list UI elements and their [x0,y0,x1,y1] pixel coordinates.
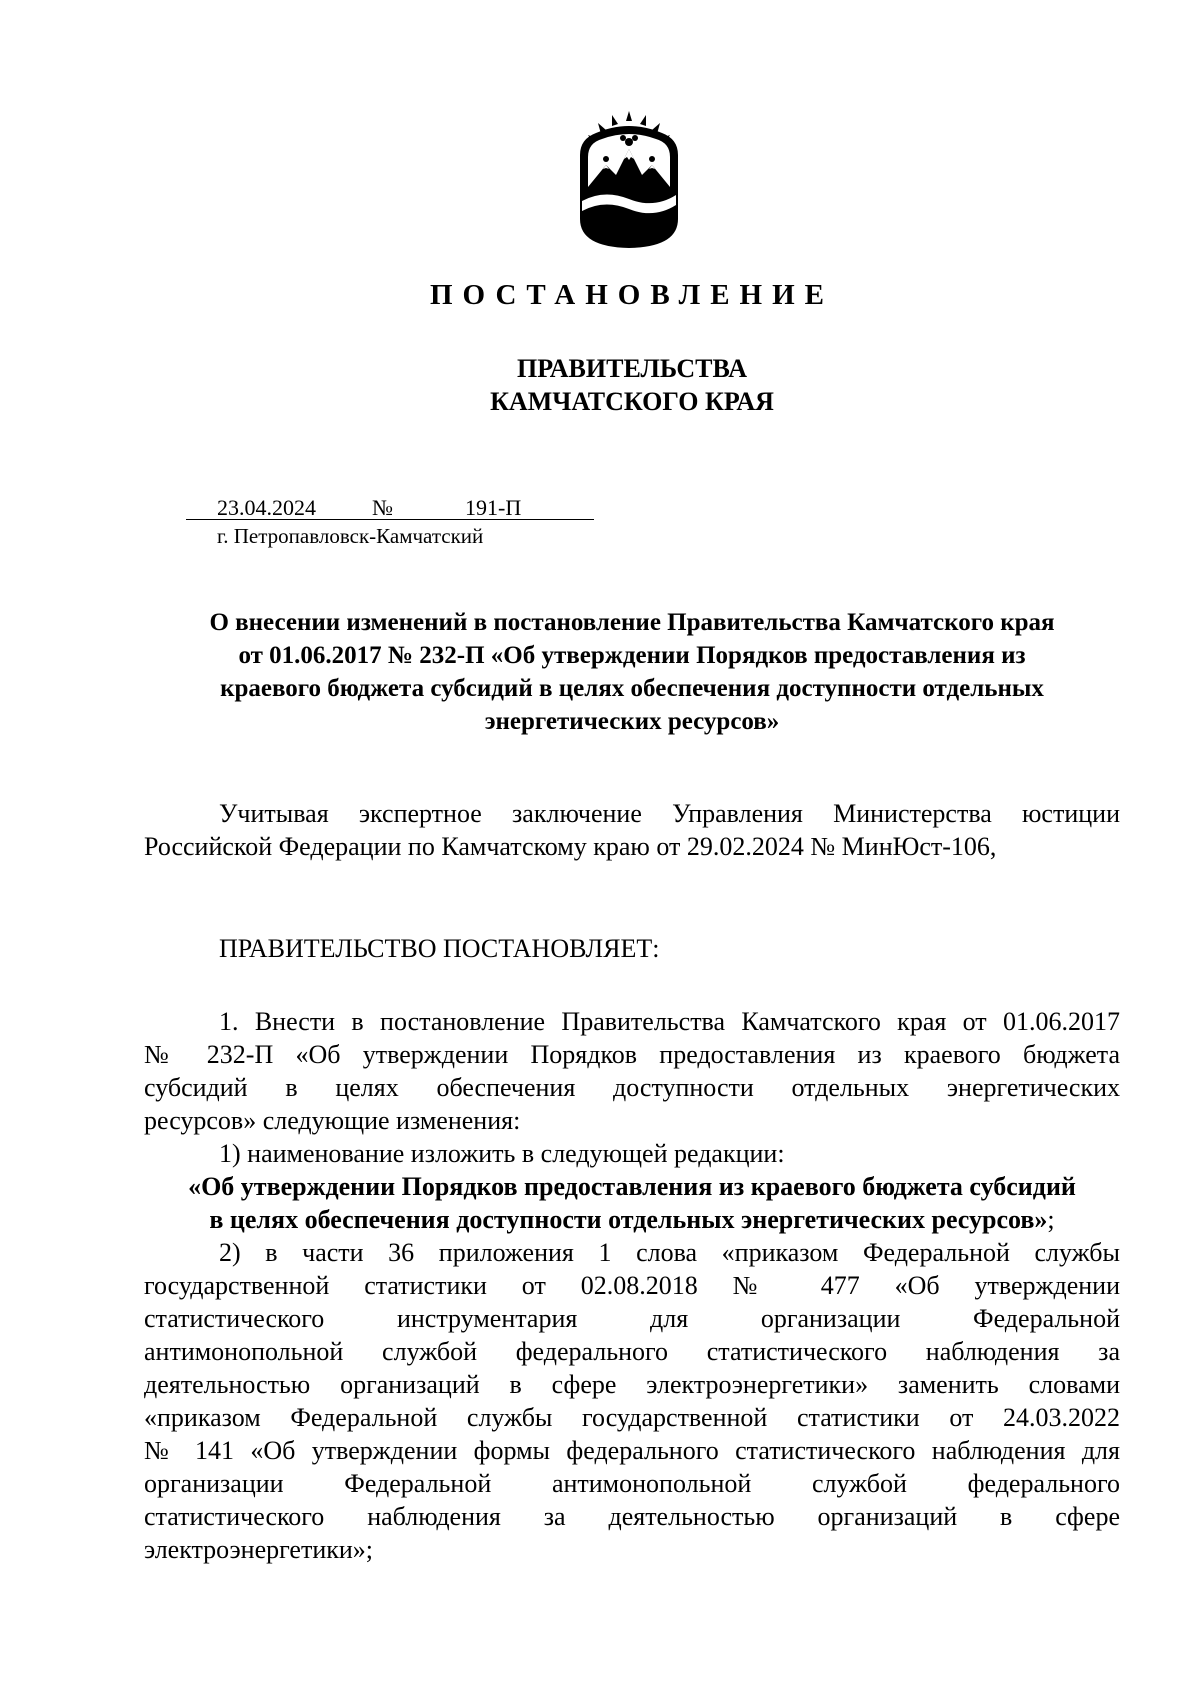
quote-line-text: в целях обеспечения доступности отдельных энергетических ресурсов» [209,1205,1048,1234]
quote-line-2 [144,1203,1120,1236]
preamble [144,797,1120,863]
subitem2-line: организации Федеральной антимонопольной службой федерального [144,1469,1120,1498]
subitem2-line: статистического наблюдения за деятельностью организаций в сфере [144,1502,1120,1531]
subitem1-intro: 1) наименование изложить в следующей редакции: [219,1139,785,1168]
title-line: энергетических ресурсов» [484,708,780,735]
subitem2-line: 2) в части 36 приложения 1 слова «приказом Федеральной службы [219,1238,1120,1267]
authority-line-2: КАМЧАТСКОГО КРАЯ [490,387,774,416]
subitem2-line: деятельностью организаций в сфере электроэнергетики» заменить словами [144,1370,1120,1399]
document-type: ПОСТАНОВЛЕНИЕ [429,279,834,311]
decree-heading: ПРАВИТЕЛЬСТВО ПОСТАНОВЛЯЕТ: [219,934,660,963]
title-line: от 01.06.2017 № 232-П «Об утверждении Порядков предоставления из [238,642,1026,669]
subitem2-line: статистического инструментария для организации Федеральной [144,1304,1120,1333]
issuing-authority [0,352,1200,418]
item1-line: 1. Внести в постановление Правительства Камчатского края от 01.06.2017 [219,1007,1120,1036]
subitem2-line: «приказом Федеральной службы государственной статистики от 24.03.2022 [144,1403,1120,1432]
document-number: 191-П [465,495,522,520]
document-date: 23.04.2024 [217,495,316,520]
subitem2-line: государственной статистики от 02.08.2018 № 477 «Об утверждении [144,1271,1120,1300]
new-name-quote [144,1170,1120,1236]
item1-line: № 232-П «Об утверждении Порядков предоставления из краевого бюджета [144,1040,1120,1069]
authority-line-1: ПРАВИТЕЛЬСТВА [517,354,747,383]
item1-line: ресурсов» следующие изменения: [144,1106,521,1135]
main-text [144,1005,1120,1566]
preamble-line: Учитывая экспертное заключение Управления Министерства юстиции [219,799,1120,828]
subitem2-line: антимонопольной службой федерального статистического наблюдения за [144,1337,1120,1366]
kamchatka-coat-of-arms-icon [574,109,684,249]
title-line: краевого бюджета субсидий в целях обеспечения доступности отдельных [220,675,1044,702]
number-sign: № [372,495,393,520]
document-title [144,606,1120,738]
quote-line: «Об утверждении Порядков предоставления из краевого бюджета субсидий [188,1172,1076,1201]
quote-tail: ; [1047,1205,1055,1234]
document-requisites [186,495,594,520]
document-city: г. Петропавловск-Камчатский [217,524,484,548]
title-line: О внесении изменений в постановление Правительства Камчатского края [209,609,1055,636]
subitem2-line: электроэнергетики»; [144,1535,374,1564]
subitem2-line: № 141 «Об утверждении формы федерального статистического наблюдения для [144,1436,1120,1465]
item1-line: субсидий в целях обеспечения доступности отдельных энергетических [144,1073,1120,1102]
preamble-line: Российской Федерации по Камчатскому краю от 29.02.2024 № МинЮст-106, [144,832,997,861]
